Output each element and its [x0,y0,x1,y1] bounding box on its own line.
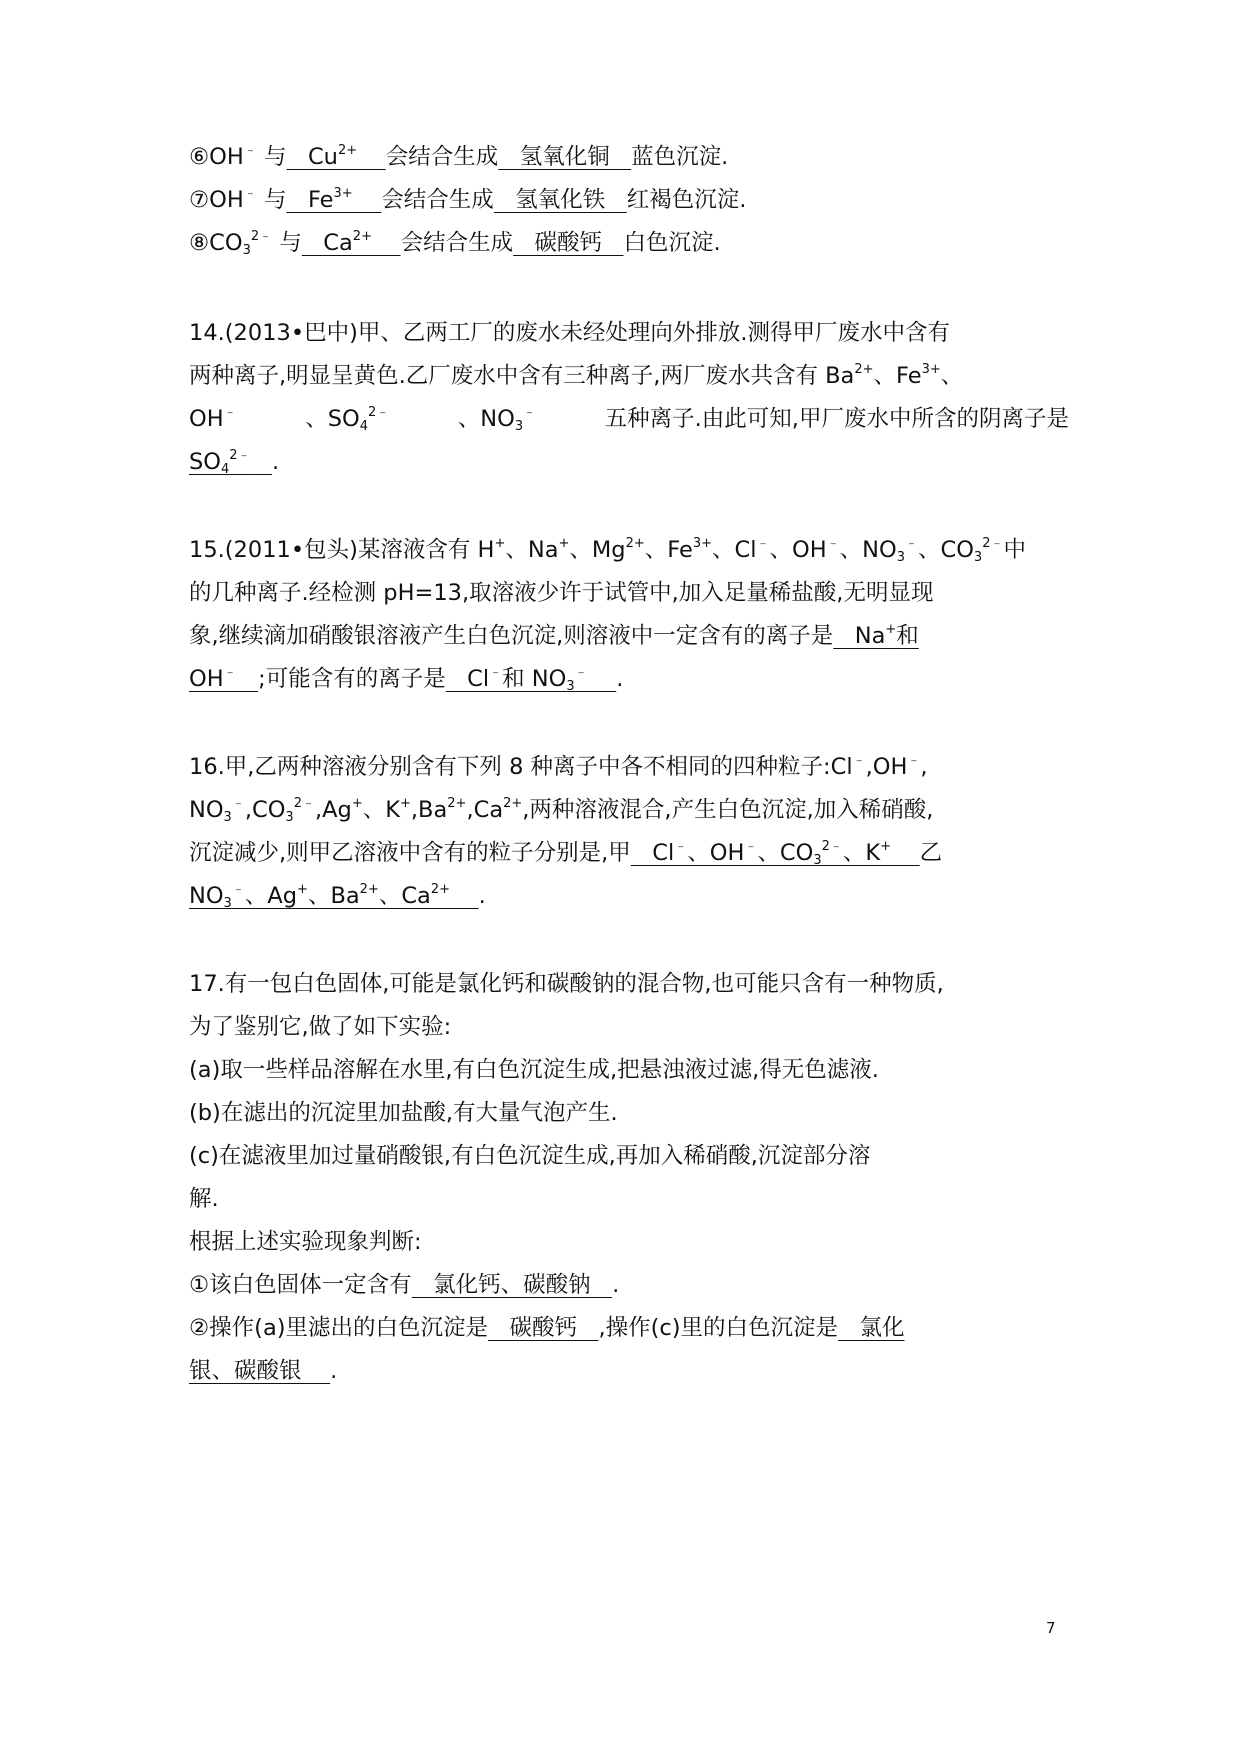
q15-line-1: 15.(2011•包头)某溶液含有 H+、Na+、$Mg^{2+}$、$Fe^{3+}$、Cl﹣、OH﹣、$NO_3^﹣$、$CO_3^{2﹣}$中 [189,536,1026,565]
q14-line-3: OH﹣ 、$SO_4^{2﹣}$ 、$NO_3^﹣$ 五种离子.由此可知,甲厂废水中所含的阴离子是 [189,405,1069,434]
q17-line-5: (c)在滤液里加过量硝酸银,有白色沉淀生成,再加入稀硝酸,沉淀部分溶 [189,1143,871,1169]
q17-line-8: ①该白色固体一定含有 氯化钙、碳酸钠 . [189,1272,620,1298]
q15-line-2: 的几种离子.经检测 pH=13,取溶液少许于试管中,加入足量稀盐酸,无明显现 [189,580,934,606]
q17-line-4: (b)在滤出的沉淀里加盐酸,有大量气泡产生. [189,1100,618,1126]
q15-line-4: OH﹣ ;可能含有的离子是 Cl﹣和 $NO_3^﹣$ . [189,665,624,694]
q16-line-4: $NO_3^﹣$、Ag+、$Ba^{2+}$、$Ca^{2+}$ . [189,882,486,911]
q17-line-9: ②操作(a)里滤出的白色沉淀是 碳酸钙 ,操作(c)里的白色沉淀是 氯化 [189,1315,905,1341]
q17-line-10: 银、碳酸银 . [189,1358,338,1384]
q17-line-1: 17.有一包白色固体,可能是氯化钙和碳酸钠的混合物,也可能只含有一种物质, [189,971,944,997]
q15-line-3: 象,继续滴加硝酸银溶液产生白色沉淀,则溶液中一定含有的离子是 Na+和 [189,622,919,649]
q13-line-6: ⑥OH﹣ 与 $Cu^{2+}$ 会结合生成 氢氧化铜 蓝色沉淀. [189,143,729,170]
q17-line-2: 为了鉴别它,做了如下实验: [189,1014,452,1040]
q13-line-8: $⑧CO_3^{2﹣}$ 与 $Ca^{2+}$ 会结合生成 碳酸钙 白色沉淀. [189,229,721,258]
q16-line-2: $NO_3^﹣,CO_3^{2﹣},Ag^+$、$K^+,Ba^{2+},Ca^{2+}$,两种溶液混合,产生白色沉淀,加入稀硝酸, [189,796,934,825]
q16-line-3: 沉淀减少,则甲乙溶液中含有的粒子分别是,甲 Cl﹣、OH﹣、$CO_3^{2﹣}$、K+ 乙 [189,839,943,868]
q14-line-1: 14.(2013•巴中)甲、乙两工厂的废水未经处理向外排放.测得甲厂废水中含有 [189,320,951,346]
page-number: 7 [1046,1619,1056,1637]
q14-line-4: $SO_4^{2﹣}$ . [189,448,280,477]
q14-line-2: 两种离子,明显呈黄色.乙厂废水中含有三种离子,两厂废水共含有 $Ba^{2+}$、$Fe^{3+}$、 [189,362,964,389]
q17-line-3: (a)取一些样品溶解在水里,有白色沉淀生成,把悬浊液过滤,得无色滤液. [189,1057,879,1083]
q16-line-1: 16.甲,乙两种溶液分别含有下列 8 种离子中各不相同的四种粒子:Cl﹣,OH﹣, [189,753,928,780]
q17-line-7: 根据上述实验现象判断: [189,1229,422,1255]
q17-line-6: 解. [189,1186,219,1212]
q13-line-7: ⑦OH﹣ 与 $Fe^{3+}$ 会结合生成 氢氧化铁 红褐色沉淀. [189,186,747,213]
